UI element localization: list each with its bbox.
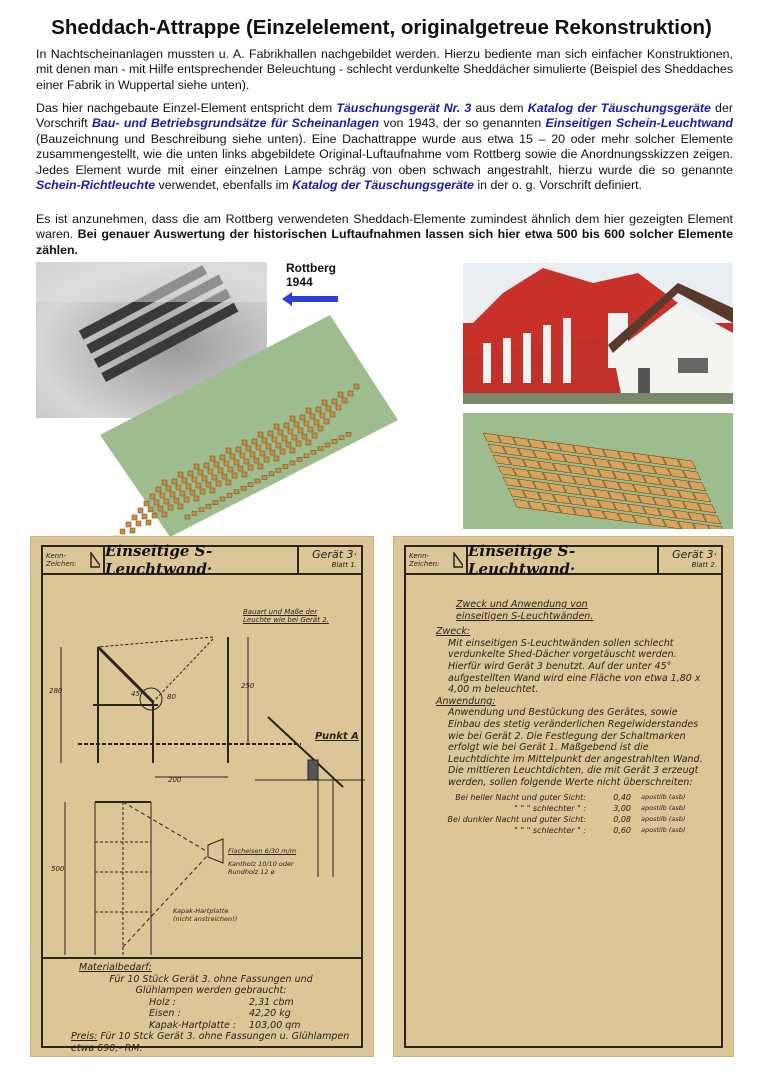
text: verwendet, ebenfalls im — [155, 178, 293, 193]
triangle-symbol-icon — [453, 552, 463, 568]
sketch-element — [246, 446, 251, 451]
sketch-element — [206, 504, 211, 508]
link-katalog-2[interactable]: Katalog der Täuschungsgeräte — [292, 178, 474, 193]
sketch-element — [232, 473, 237, 478]
technical-drawing — [43, 577, 365, 955]
sketch-element — [148, 507, 153, 512]
sketch-element — [204, 463, 209, 468]
sketch-element — [234, 490, 239, 494]
sketch-element — [152, 513, 157, 518]
luminance-value: 0,08 — [613, 814, 631, 824]
luminance-value: 0,40 — [613, 792, 631, 802]
sketch-element — [241, 486, 246, 490]
sketch-element — [142, 514, 147, 519]
sketch-element — [296, 441, 301, 446]
sketch-element — [220, 455, 225, 460]
sketch-element — [144, 501, 149, 506]
luminance-row — [436, 792, 706, 803]
sketch-element — [276, 443, 281, 448]
device-number: Gerät 3· — [672, 548, 717, 561]
sketch-element — [184, 497, 189, 502]
page-title: Sheddach-Attrappe (Einzelelement, originalgetreue Rekonstruktion) — [51, 16, 712, 39]
condition-label: Bei dunkler Nacht und guter Sicht: — [447, 814, 586, 824]
sheet-title: Einseitige S-Leuchtwand· — [105, 547, 299, 573]
sketch-element — [208, 469, 213, 474]
text: von 1943, der so genannten — [379, 116, 546, 131]
sketch-element — [288, 429, 293, 434]
sketch-element — [162, 480, 167, 485]
sketch-element — [297, 457, 302, 461]
sketch-element — [206, 482, 211, 487]
luminance-value: 0,60 — [613, 825, 631, 835]
sketch-element — [324, 419, 329, 424]
text: aus dem — [471, 101, 528, 115]
sketch-element — [244, 459, 249, 464]
sketch-element — [342, 398, 347, 403]
sketch-element — [194, 496, 199, 501]
sketch-element — [290, 416, 295, 421]
sketch-element — [150, 494, 155, 499]
material-heading: Materialbedarf: — [79, 962, 152, 973]
sketch-element — [338, 392, 343, 397]
sketch-element — [213, 501, 218, 505]
sketch-element — [302, 434, 307, 439]
sketch-element — [248, 483, 253, 487]
sketch-element — [280, 449, 285, 454]
sketch-element — [210, 488, 215, 493]
divider — [43, 957, 361, 959]
description-sheet-2 — [393, 536, 734, 1057]
sketch-element — [164, 499, 169, 504]
luminance-unit: apostilb (asb) — [641, 803, 686, 812]
sketch-element — [286, 442, 291, 447]
sketch-element — [188, 471, 193, 476]
material-name: Kapak-Hartplatte : — [149, 1019, 237, 1031]
device-number: Gerät 3· — [312, 548, 357, 561]
sketch-element — [226, 480, 231, 485]
sketch-element — [166, 486, 171, 491]
text: Das hier nachgebaute Einzel-Element entspricht dem — [36, 101, 337, 115]
sketch-element — [170, 492, 175, 497]
luminance-unit: apostilb (asb) — [641, 825, 686, 834]
description-paragraph — [36, 101, 733, 193]
sketch-element — [262, 438, 267, 443]
link-richtleuchte[interactable]: Schein-Richtleuchte — [36, 178, 156, 193]
sketch-element — [154, 500, 159, 505]
sketch-element — [192, 511, 197, 515]
sketch-element — [138, 508, 143, 513]
aerial-label — [286, 261, 336, 289]
sketch-element — [322, 400, 327, 405]
kennzeichen-label: Kenn-Zeichen: — [46, 552, 77, 568]
sketch-element — [312, 433, 317, 438]
sketch-element — [332, 399, 337, 404]
material-row — [79, 997, 359, 1009]
luminance-row — [436, 825, 706, 836]
sketch-element — [272, 437, 277, 442]
sketch-element — [311, 450, 316, 454]
sketch-element — [264, 457, 269, 462]
triangle-symbol-icon — [90, 552, 100, 568]
sketch-element — [220, 497, 225, 501]
sketch-element — [255, 479, 260, 483]
sketch-element — [308, 427, 313, 432]
sketch-element — [306, 440, 311, 445]
sketch-element — [168, 505, 173, 510]
arrangement-sketch — [100, 315, 400, 537]
material-value: 2,31 cbm — [249, 996, 294, 1008]
sketch-element — [174, 498, 179, 503]
sketch-element — [202, 476, 207, 481]
sketch-element — [276, 468, 281, 472]
sketch-element — [240, 453, 245, 458]
drawing-label-kapak: Kapak-Hartplatte (nicht anstreichen!) — [173, 907, 238, 923]
sketch-element — [194, 464, 199, 469]
sketch-element — [298, 428, 303, 433]
sketch-element — [314, 420, 319, 425]
sketch-element — [270, 450, 275, 455]
sketch-element — [325, 443, 330, 447]
sketch-element — [284, 423, 289, 428]
dim-500: 500 — [51, 865, 65, 873]
sketch-element — [210, 456, 215, 461]
sketch-element — [310, 414, 315, 419]
sketch-element — [332, 439, 337, 443]
sketch-element — [278, 430, 283, 435]
sketch-element — [200, 489, 205, 494]
sketch-element — [196, 483, 201, 488]
sheet-title: Einseitige S-Leuchtwand· — [468, 547, 659, 573]
dim-280: 280 — [49, 687, 63, 695]
link-taeuschungsgeraet-3[interactable]: Täuschungsgerät Nr. 3 — [336, 101, 472, 115]
sketch-element — [282, 436, 287, 441]
sketch-element — [318, 426, 323, 431]
sketch-element — [216, 481, 221, 486]
sketch-element — [228, 467, 233, 472]
material-name: Eisen : — [149, 1008, 181, 1019]
place-label: Rottberg — [286, 261, 336, 275]
sketch-element — [254, 458, 259, 463]
sketch-element — [304, 421, 309, 426]
sheet-number: Blatt 1. — [331, 561, 357, 569]
luminance-unit: apostilb (asb) — [641, 814, 686, 823]
text: Es ist anzunehmen, dass die am Rottberg verwendeten Sheddach-Elemente zumindest ähnlich dem hier gezeigten Element waren. — [36, 212, 733, 242]
sketch-element — [158, 506, 163, 511]
sketch-element — [274, 456, 279, 461]
sketch-element — [212, 475, 217, 480]
sketch-element — [268, 431, 273, 436]
luminance-value: 3,00 — [613, 803, 631, 813]
sketch-element — [262, 475, 267, 479]
sketch-element — [266, 444, 271, 449]
sketch-element — [178, 504, 183, 509]
sketch-element — [242, 440, 247, 445]
text: in der o. g. Vorschrift definiert. — [473, 178, 642, 193]
sketch-element — [274, 424, 279, 429]
sketch-element — [136, 521, 141, 526]
link-leuchtwand[interactable]: Einseitigen Schein-Leuchtwand — [545, 116, 733, 131]
bold-text: Bei genauer Auswertung der historischen Luftaufnahmen lassen sich hier etwa 500 bis 600 solcher Elemente zählen. — [36, 227, 733, 257]
sketch-element — [234, 460, 239, 465]
sketch-element — [218, 468, 223, 473]
sketch-element — [320, 413, 325, 418]
sketch-element — [250, 452, 255, 457]
luminance-row — [436, 803, 706, 814]
sketch-element — [214, 462, 219, 467]
sketch-element — [120, 529, 125, 534]
sketch-element — [339, 436, 344, 440]
sketch-element — [182, 478, 187, 483]
luminance-unit: apostilb (asb) — [641, 792, 686, 801]
sketch-element — [192, 477, 197, 482]
luminance-row — [436, 814, 706, 825]
dim-200: 200 — [168, 776, 182, 784]
sketch-element — [330, 412, 335, 417]
drawing-label-kantholz: Kantholz 10/10 oder Rundholz 12 ø — [228, 860, 294, 876]
sketch-element — [290, 461, 295, 465]
sketch-element — [146, 520, 151, 525]
material-name: Holz : — [149, 996, 176, 1008]
sketch-element — [198, 470, 203, 475]
sketch-element — [336, 405, 341, 410]
sketch-element — [178, 472, 183, 477]
sketch-element — [238, 466, 243, 471]
sheet-number: Blatt 2. — [691, 561, 717, 569]
sketch-element — [269, 472, 274, 476]
sketch-element — [300, 415, 305, 420]
3d-render — [463, 413, 733, 529]
sketch-element — [256, 445, 261, 450]
sketch-element — [292, 435, 297, 440]
condition-label: " " " schlechter " : — [514, 803, 586, 813]
dim-250: 250 — [241, 682, 255, 690]
dim-45: 45° — [131, 690, 144, 698]
sketch-element — [258, 432, 263, 437]
sketch-element — [316, 407, 321, 412]
sketch-element — [126, 522, 131, 527]
zweck-text: Mit einseitigen S-Leuchtwänden sollen schlecht verdunkelte Shed-Dächer vorgetäuscht werden. Hierfür wird Gerät 3 benutzt. Auf der unter 45° aufgestellten Wand wird eine Fläche von etwa 1,80 x 4,00 m beleuchtet. — [448, 637, 701, 696]
year-label: 1944 — [286, 275, 313, 289]
description-text — [436, 599, 706, 836]
intro-paragraph: In Nachtscheinanlagen mussten u. A. Fabrikhallen nachgebildet werden. Hierzu bediente man sich einfacher Konstruktionen, mit denen man - mit Hilfe entsprechender Beleuchtung - schlecht verdunkelte Sheddächer simulierte (Beispiel des Sheddaches einer Fabrik in Wuppertal siehe unten). — [36, 47, 734, 92]
dim-80: 80 — [167, 693, 176, 701]
sketch-element — [242, 472, 247, 477]
condition-label: " " " schlechter " : — [514, 825, 586, 835]
sketch-element — [222, 474, 227, 479]
sketch-element — [176, 485, 181, 490]
sketch-element — [186, 484, 191, 489]
sketch-element — [156, 487, 161, 492]
text: der Vorschrift — [36, 101, 733, 131]
sketch-element — [227, 493, 232, 497]
sketch-element — [294, 422, 299, 427]
condition-label: Bei heller Nacht und guter Sicht: — [455, 792, 586, 802]
drawing-label-bauart: Bauart und Maße der Leuchte wie bei Gerät 2. — [243, 608, 329, 624]
zweck-label: Zweck: — [436, 626, 471, 638]
sketch-element — [236, 447, 241, 452]
text: (Bauzeichnung und Beschreibung siehe unten). Eine Dachattrappe wurde aus etwa 15 – 20 oder mehr solcher Elemente zusammengestellt, wie die unten links abgebildete Original-Luftaufnahme vom Rottberg sowie die Anordnungsskizzen zeigen. Jedes Element wurde mit einer einzelnen Lampe schräg von oben schwach angestrahlt, hierzu wurde die so genannte — [36, 131, 733, 177]
sketch-element — [230, 454, 235, 459]
anwendung-label: Anwendung: — [436, 695, 496, 707]
material-value: 42,20 kg — [249, 1008, 291, 1019]
description-heading: Zweck und Anwendung von einseitigen S-Leuchtwänden. — [456, 599, 594, 622]
material-section — [71, 962, 359, 1054]
price-label: Preis: — [71, 1031, 98, 1042]
sketch-element — [290, 448, 295, 453]
sketch-element — [185, 515, 190, 519]
sketch-element — [318, 447, 323, 451]
material-intro: Für 10 Stück Gerät 3. ohne Fassungen und Glühlampen werden gebraucht: — [109, 973, 313, 996]
factory-photo — [463, 263, 733, 404]
material-value: 103,00 qm — [249, 1019, 301, 1031]
price-text: Für 10 Stck Gerät 3. ohne Fassungen u. Glühlampen etwa 690,- RM. — [71, 1031, 350, 1054]
kennzeichen-label: Kenn-Zeichen: — [409, 552, 440, 568]
sketch-element — [130, 528, 135, 533]
sketch-element — [224, 461, 229, 466]
sketch-element — [180, 491, 185, 496]
sketch-element — [160, 493, 165, 498]
link-katalog[interactable]: Katalog der Täuschungsgeräte — [527, 101, 711, 115]
sketch-element — [304, 454, 309, 458]
arrow-left-icon — [282, 292, 340, 306]
sketch-element — [354, 384, 359, 389]
sketch-element — [326, 406, 331, 411]
sketch-element — [306, 408, 311, 413]
sketch-element — [348, 391, 353, 396]
material-row — [79, 1020, 359, 1032]
sketch-element — [226, 448, 231, 453]
anwendung-text: Anwendung und Bestückung des Gerätes, sowie Einbau des stetig veränderlichen Regelwiderstandes wie bei Gerät 2. Die Festlegung der Schaltmarken erfolgt wie bei Gerät 1. Maßgebend ist die Leuchtdichte im Mittelpunkt der angestrahlten Wand. Die mittleren Leuchtdichten, die mit Gerät 3 erzeugt werden, sollen folgende Werte nicht überschreiten: — [448, 707, 703, 788]
sketch-element — [260, 451, 265, 456]
sketch-element — [252, 439, 257, 444]
construction-drawing-sheet-1 — [30, 536, 374, 1057]
sketch-element — [132, 515, 137, 520]
sketch-element — [346, 432, 351, 436]
conclusion-paragraph — [36, 212, 733, 258]
sketch-element — [162, 512, 167, 517]
sketch-element — [258, 464, 263, 469]
sketch-element — [172, 479, 177, 484]
link-vorschrift[interactable]: Bau- und Betriebsgrundsätze für Scheinanlagen — [91, 116, 380, 131]
sketch-element — [248, 465, 253, 470]
drawing-label-flacheisen: Flacheisen 6/30 m/m — [228, 847, 297, 855]
sketch-element — [283, 465, 288, 469]
sketch-element — [190, 490, 195, 495]
sketch-element — [199, 508, 204, 512]
material-row — [79, 1008, 359, 1020]
drawing-label-punkt-a: Punkt A — [315, 731, 359, 742]
